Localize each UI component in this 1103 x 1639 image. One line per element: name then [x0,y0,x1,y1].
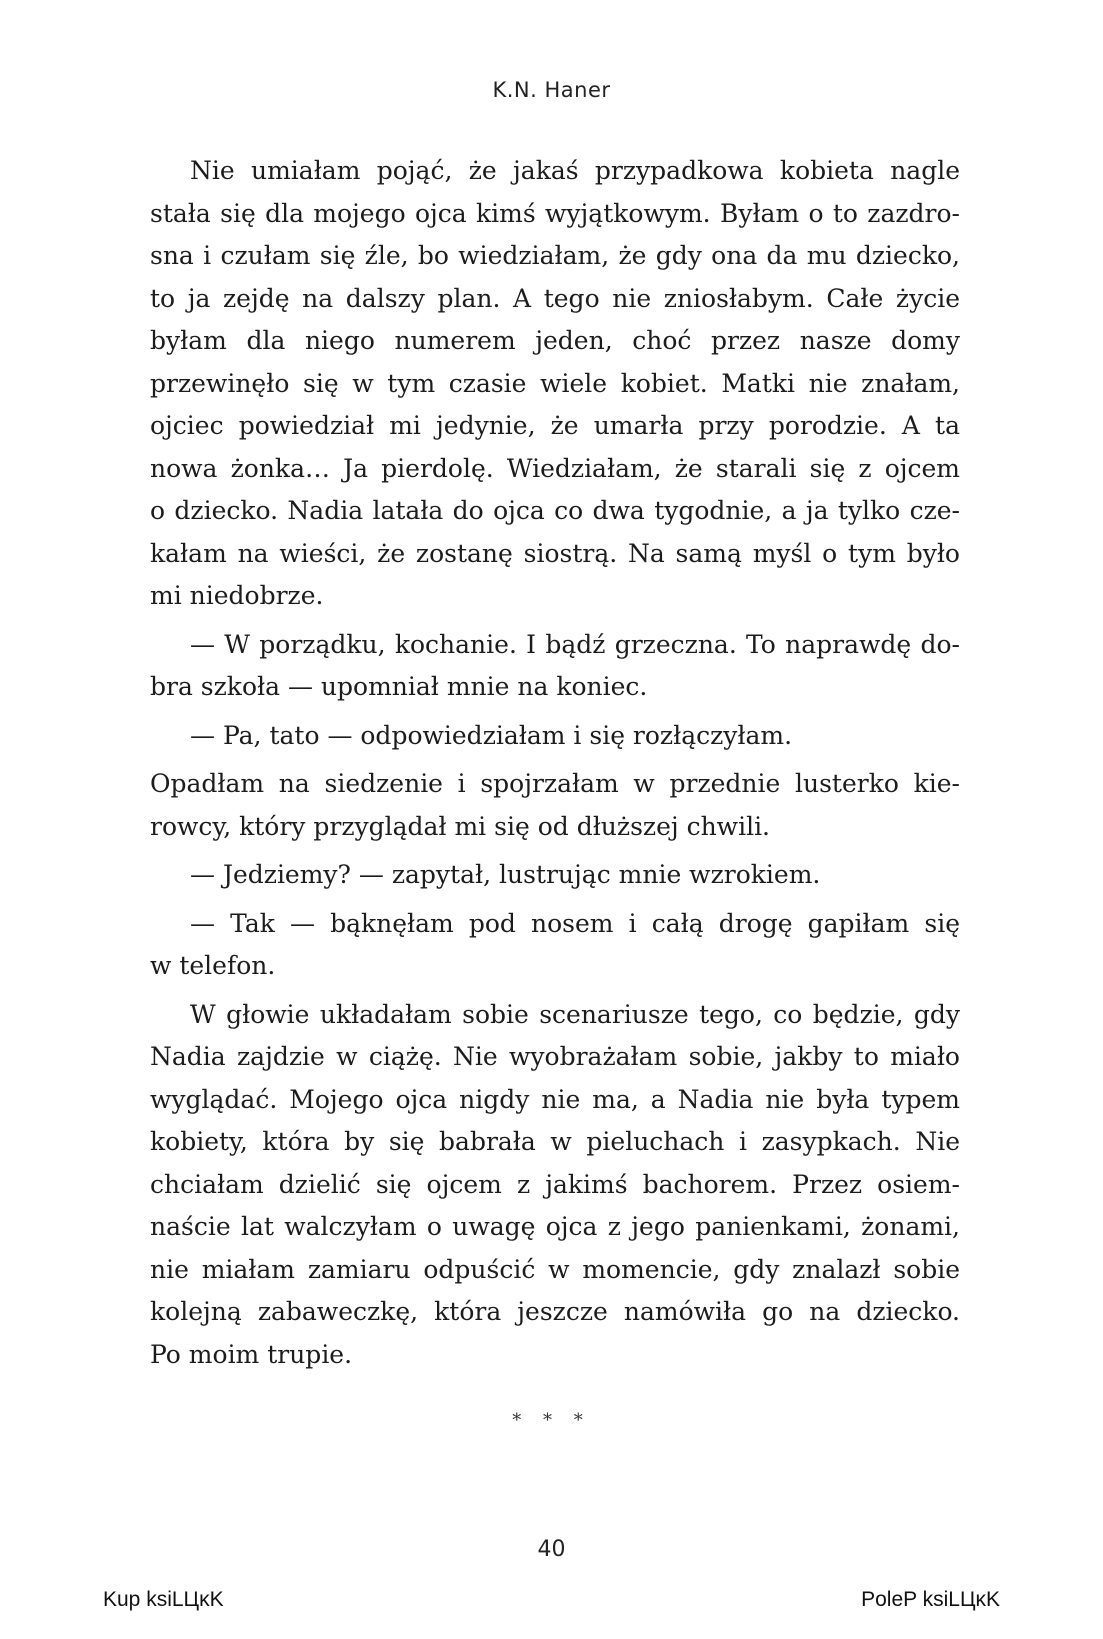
paragraph [150,150,960,618]
text-line: naście lat walczyłam o uwagę ojca z jego panienkami, żonami, [150,1212,960,1241]
scene-break: * * * [512,1410,591,1431]
text-line: W głowie układałam sobie scenariusze tego, co będzie, gdy [190,999,960,1029]
recommend-book-link[interactable]: PoleP ksiLЦĸK [861,1588,1000,1611]
text-line: Po moim trupie. [150,1339,353,1369]
paragraph [150,763,960,848]
text-line: wyglądać. Mojego ojca nigdy nie ma, a Nadia nie była typem [150,1084,960,1114]
text-line: to ja zejdę na dalszy plan. A tego nie zniosłabym. Całe życie [150,283,960,313]
text-line: — Tak — bąknęłam pod nosem i całą drogę gapiłam się [190,908,960,938]
text-line: nie miałam zamiaru odpuścić w momencie, gdy znalazł sobie [150,1254,960,1284]
paragraph [150,994,960,1377]
text-line: kolejną zabaweczkę, która jeszcze namówiła go na dziecko. [150,1297,960,1326]
text-line: Opadłam na siedzenie i spojrzałam w przednie lusterko kie- [150,769,960,798]
text-line: sna i czułam się źle, bo wiedziałam, że gdy ona da mu dziecko, [150,241,960,270]
text-line: — Pa, tato — odpowiedziałam i się rozłączyłam. [190,720,793,750]
paragraph [150,903,960,988]
body-text [150,150,960,1376]
text-line: rowcy, który przyglądał mi się od dłuższej chwili. [150,811,771,841]
text-line: ojciec powiedział mi jedynie, że umarła przy porodzie. A ta [150,411,960,440]
text-line: nowa żonka… Ja pierdolę. Wiedziałam, że starali się z ojcem [150,453,960,483]
text-line: byłam dla niego numerem jeden, choć przez nasze domy [150,326,960,355]
buy-book-link[interactable]: Kup ksiLЦĸK [103,1588,224,1611]
paragraph [150,715,960,758]
text-line: w telefon. [150,951,276,980]
text-line: Nie umiałam pojąć, że jakaś przypadkowa kobieta nagle [190,156,960,185]
page-number: 40 [537,1537,566,1562]
text-line: kałam na wieści, że zostanę siostrą. Na samą myśl o tym było [150,538,960,568]
text-line: mi niedobrze. [150,581,324,610]
running-header: K.N. Haner [492,78,611,102]
text-line: — W porządku, kochanie. I bądź grzeczna. To naprawdę do- [190,629,960,659]
text-line: o dziecko. Nadia latała do ojca co dwa tygodnie, a ja tylko cze- [150,496,960,525]
text-line: — Jedziemy? — zapytał, lustrując mnie wzrokiem. [190,860,821,889]
text-line: kobiety, która by się babrała w pieluchach i zasypkach. Nie [150,1127,960,1156]
text-line: Nadia zajdzie w ciążę. Nie wyobrażałam sobie, jakby to miało [150,1042,960,1071]
text-line: chciałam dzielić się ojcem z jakimś bachorem. Przez osiem- [150,1169,960,1199]
text-line: bra szkoła — upomniał mnie na koniec. [150,672,648,701]
text-line: stała się dla mojego ojca kimś wyjątkowym. Byłam o to zazdro- [150,198,960,228]
text-line: przewinęło się w tym czasie wiele kobiet. Matki nie znałam, [150,368,960,398]
paragraph [150,854,960,897]
paragraph [150,624,960,709]
